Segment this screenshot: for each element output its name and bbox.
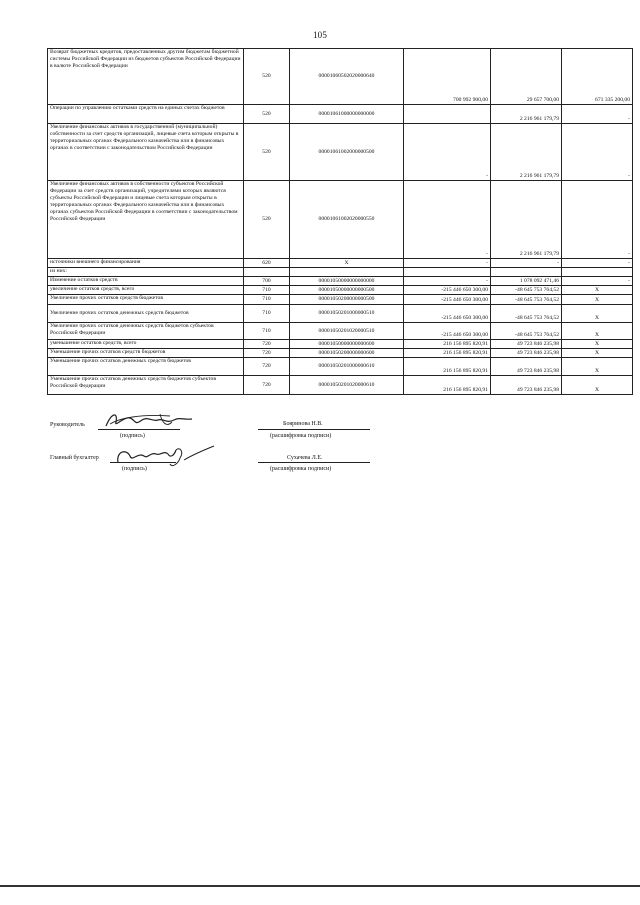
row-plan xyxy=(404,105,491,124)
head-decoding-line xyxy=(258,429,370,430)
row-code: 710 xyxy=(244,286,290,295)
accountant-signature-caption: (подпись) xyxy=(122,466,147,472)
row-name: Уменьшение прочих остатков денежных средств бюджетов xyxy=(48,358,244,376)
row-plan: -215 446 650 300,00 xyxy=(404,286,491,295)
row-rest: - xyxy=(562,124,633,181)
row-kbk: 00001050200000000600 xyxy=(290,349,404,358)
row-kbk: 00001050201020000510 xyxy=(290,323,404,340)
row-fact: 49 723 846 235,98 xyxy=(491,376,562,395)
table-row xyxy=(48,340,633,349)
row-name: Увеличение прочих остатков денежных средств бюджетов xyxy=(48,305,244,323)
row-plan: - xyxy=(404,277,491,286)
row-fact xyxy=(491,268,562,277)
table-row xyxy=(48,268,633,277)
row-rest xyxy=(562,268,633,277)
row-rest: - xyxy=(562,181,633,259)
table-row xyxy=(48,124,633,181)
row-fact: 2 216 961 179,79 xyxy=(491,105,562,124)
row-rest: - xyxy=(562,277,633,286)
row-plan xyxy=(404,268,491,277)
table-row xyxy=(48,49,633,105)
row-code: 720 xyxy=(244,349,290,358)
head-decoding-caption: (расшифровка подписи) xyxy=(270,433,332,439)
table-row xyxy=(48,295,633,305)
accountant-label: Главный бухгалтер xyxy=(50,455,99,461)
row-plan: - xyxy=(404,124,491,181)
row-name: увеличение остатков средств, всего xyxy=(48,286,244,295)
table-row xyxy=(48,181,633,259)
row-fact: -48 645 753 764,52 xyxy=(491,323,562,340)
row-plan: 216 156 895 820,91 xyxy=(404,376,491,395)
row-name: уменьшение остатков средств, всего xyxy=(48,340,244,349)
row-code: 700 xyxy=(244,277,290,286)
row-name: Увеличение финансовых активов в собственности субъектов Российской Федерации за счет средств организаций, учредителями которых являются субъекты Российской Федерации и лицевые счета которым открыты в территориальных органах Федерального казначейства или в финансовых органах субъектов Российской Федерации в соответствии с законодательством Российской Федерации xyxy=(48,181,244,259)
row-code: 720 xyxy=(244,376,290,395)
row-fact: - xyxy=(491,259,562,268)
row-rest: X xyxy=(562,349,633,358)
row-kbk: 00001050000000000500 xyxy=(290,286,404,295)
row-code: 710 xyxy=(244,305,290,323)
row-name: Уменьшение прочих остатков денежных средств бюджетов субъектов Российской Федерации xyxy=(48,376,244,395)
row-plan: -215 446 650 300,00 xyxy=(404,323,491,340)
row-kbk: 00001061002000000500 xyxy=(290,124,404,181)
row-kbk: X xyxy=(290,259,404,268)
row-rest: 671 335 200,00 xyxy=(562,49,633,105)
row-name: Возврат бюджетных кредитов, предоставленных другим бюджетам бюджетной системы Российской Федерации из бюджетов субъектов Российской Федерации в валюте Российской Федерации xyxy=(48,49,244,105)
row-name: из них: xyxy=(48,268,244,277)
row-kbk: 00001050200000000500 xyxy=(290,295,404,305)
row-name: Увеличение прочих остатков денежных средств бюджетов субъектов Российской Федерации xyxy=(48,323,244,340)
table-row xyxy=(48,277,633,286)
row-code: 520 xyxy=(244,49,290,105)
row-code: 620 xyxy=(244,259,290,268)
row-rest: X xyxy=(562,376,633,395)
table-row xyxy=(48,376,633,395)
scan-bottom-edge xyxy=(0,885,640,887)
row-fact: 2 216 961 179,79 xyxy=(491,181,562,259)
row-rest: X xyxy=(562,305,633,323)
head-signature-caption: (подпись) xyxy=(120,433,145,439)
row-plan: 700 992 900,00 xyxy=(404,49,491,105)
head-signature xyxy=(100,408,200,432)
row-plan: - xyxy=(404,181,491,259)
row-fact: 29 657 700,00 xyxy=(491,49,562,105)
table-body xyxy=(48,49,633,395)
row-kbk: 00001050201020000610 xyxy=(290,376,404,395)
table-row xyxy=(48,105,633,124)
row-code: 720 xyxy=(244,358,290,376)
row-code: 520 xyxy=(244,124,290,181)
table-row xyxy=(48,259,633,268)
row-kbk: 00001050000000000600 xyxy=(290,340,404,349)
row-rest: - xyxy=(562,259,633,268)
table-row xyxy=(48,349,633,358)
row-kbk: 00001050201000000610 xyxy=(290,358,404,376)
row-plan: 216 156 895 820,91 xyxy=(404,340,491,349)
row-plan: -215 446 650 300,00 xyxy=(404,305,491,323)
row-name: Увеличение финансовых активов в государственной (муниципальной) собственности за счет средств организаций, лицевые счета которым открыты в территориальных органах Федерального казначейства или в финансовых органах в соответствии с законодательством Российской Федерации xyxy=(48,124,244,181)
row-kbk: 00001050201000000510 xyxy=(290,305,404,323)
row-rest: X xyxy=(562,340,633,349)
row-fact: 49 723 846 235,98 xyxy=(491,349,562,358)
table-row xyxy=(48,358,633,376)
row-fact: 49 723 846 235,98 xyxy=(491,340,562,349)
table-row xyxy=(48,323,633,340)
row-kbk: 00001061000000000000 xyxy=(290,105,404,124)
row-rest: X xyxy=(562,295,633,305)
table-row xyxy=(48,286,633,295)
row-code xyxy=(244,268,290,277)
row-rest: X xyxy=(562,286,633,295)
head-name: Бояринова Н.В. xyxy=(283,421,323,427)
row-code: 720 xyxy=(244,340,290,349)
table-row xyxy=(48,305,633,323)
head-label: Руководитель xyxy=(50,422,85,428)
row-name: Уменьшение прочих остатков средств бюджетов xyxy=(48,349,244,358)
row-plan: 216 156 895 820,91 xyxy=(404,358,491,376)
row-plan: -215 446 650 300,00 xyxy=(404,295,491,305)
row-name: Операции по управлению остатками средств на единых счетах бюджетов xyxy=(48,105,244,124)
row-fact: 2 216 961 179,79 xyxy=(491,124,562,181)
row-name: Увеличение прочих остатков средств бюджетов xyxy=(48,295,244,305)
row-plan: 216 156 895 820,91 xyxy=(404,349,491,358)
row-fact: -48 645 753 764,52 xyxy=(491,295,562,305)
row-kbk xyxy=(290,268,404,277)
page-number: 105 xyxy=(312,30,328,40)
accountant-decoding-line xyxy=(258,462,370,463)
row-code: 710 xyxy=(244,295,290,305)
row-kbk: 00001061002020000550 xyxy=(290,181,404,259)
row-code: 520 xyxy=(244,105,290,124)
sources-financing-table xyxy=(47,48,633,395)
row-code: 520 xyxy=(244,181,290,259)
row-rest: X xyxy=(562,323,633,340)
row-fact: 1 078 092 471,46 xyxy=(491,277,562,286)
row-rest: - xyxy=(562,105,633,124)
row-fact: -48 645 753 764,52 xyxy=(491,286,562,295)
accountant-name: Сухачева Л.Е. xyxy=(287,455,323,461)
accountant-decoding-caption: (расшифровка подписи) xyxy=(270,466,332,472)
row-name: источники внешнего финансирования xyxy=(48,259,244,268)
row-rest: X xyxy=(562,358,633,376)
row-plan: - xyxy=(404,259,491,268)
row-name: Изменение остатков средств xyxy=(48,277,244,286)
row-kbk: 00001060502020000640 xyxy=(290,49,404,105)
row-fact: -48 645 753 764,52 xyxy=(491,305,562,323)
row-kbk: 00001050000000000000 xyxy=(290,277,404,286)
row-fact: 49 723 846 235,98 xyxy=(491,358,562,376)
row-code: 710 xyxy=(244,323,290,340)
